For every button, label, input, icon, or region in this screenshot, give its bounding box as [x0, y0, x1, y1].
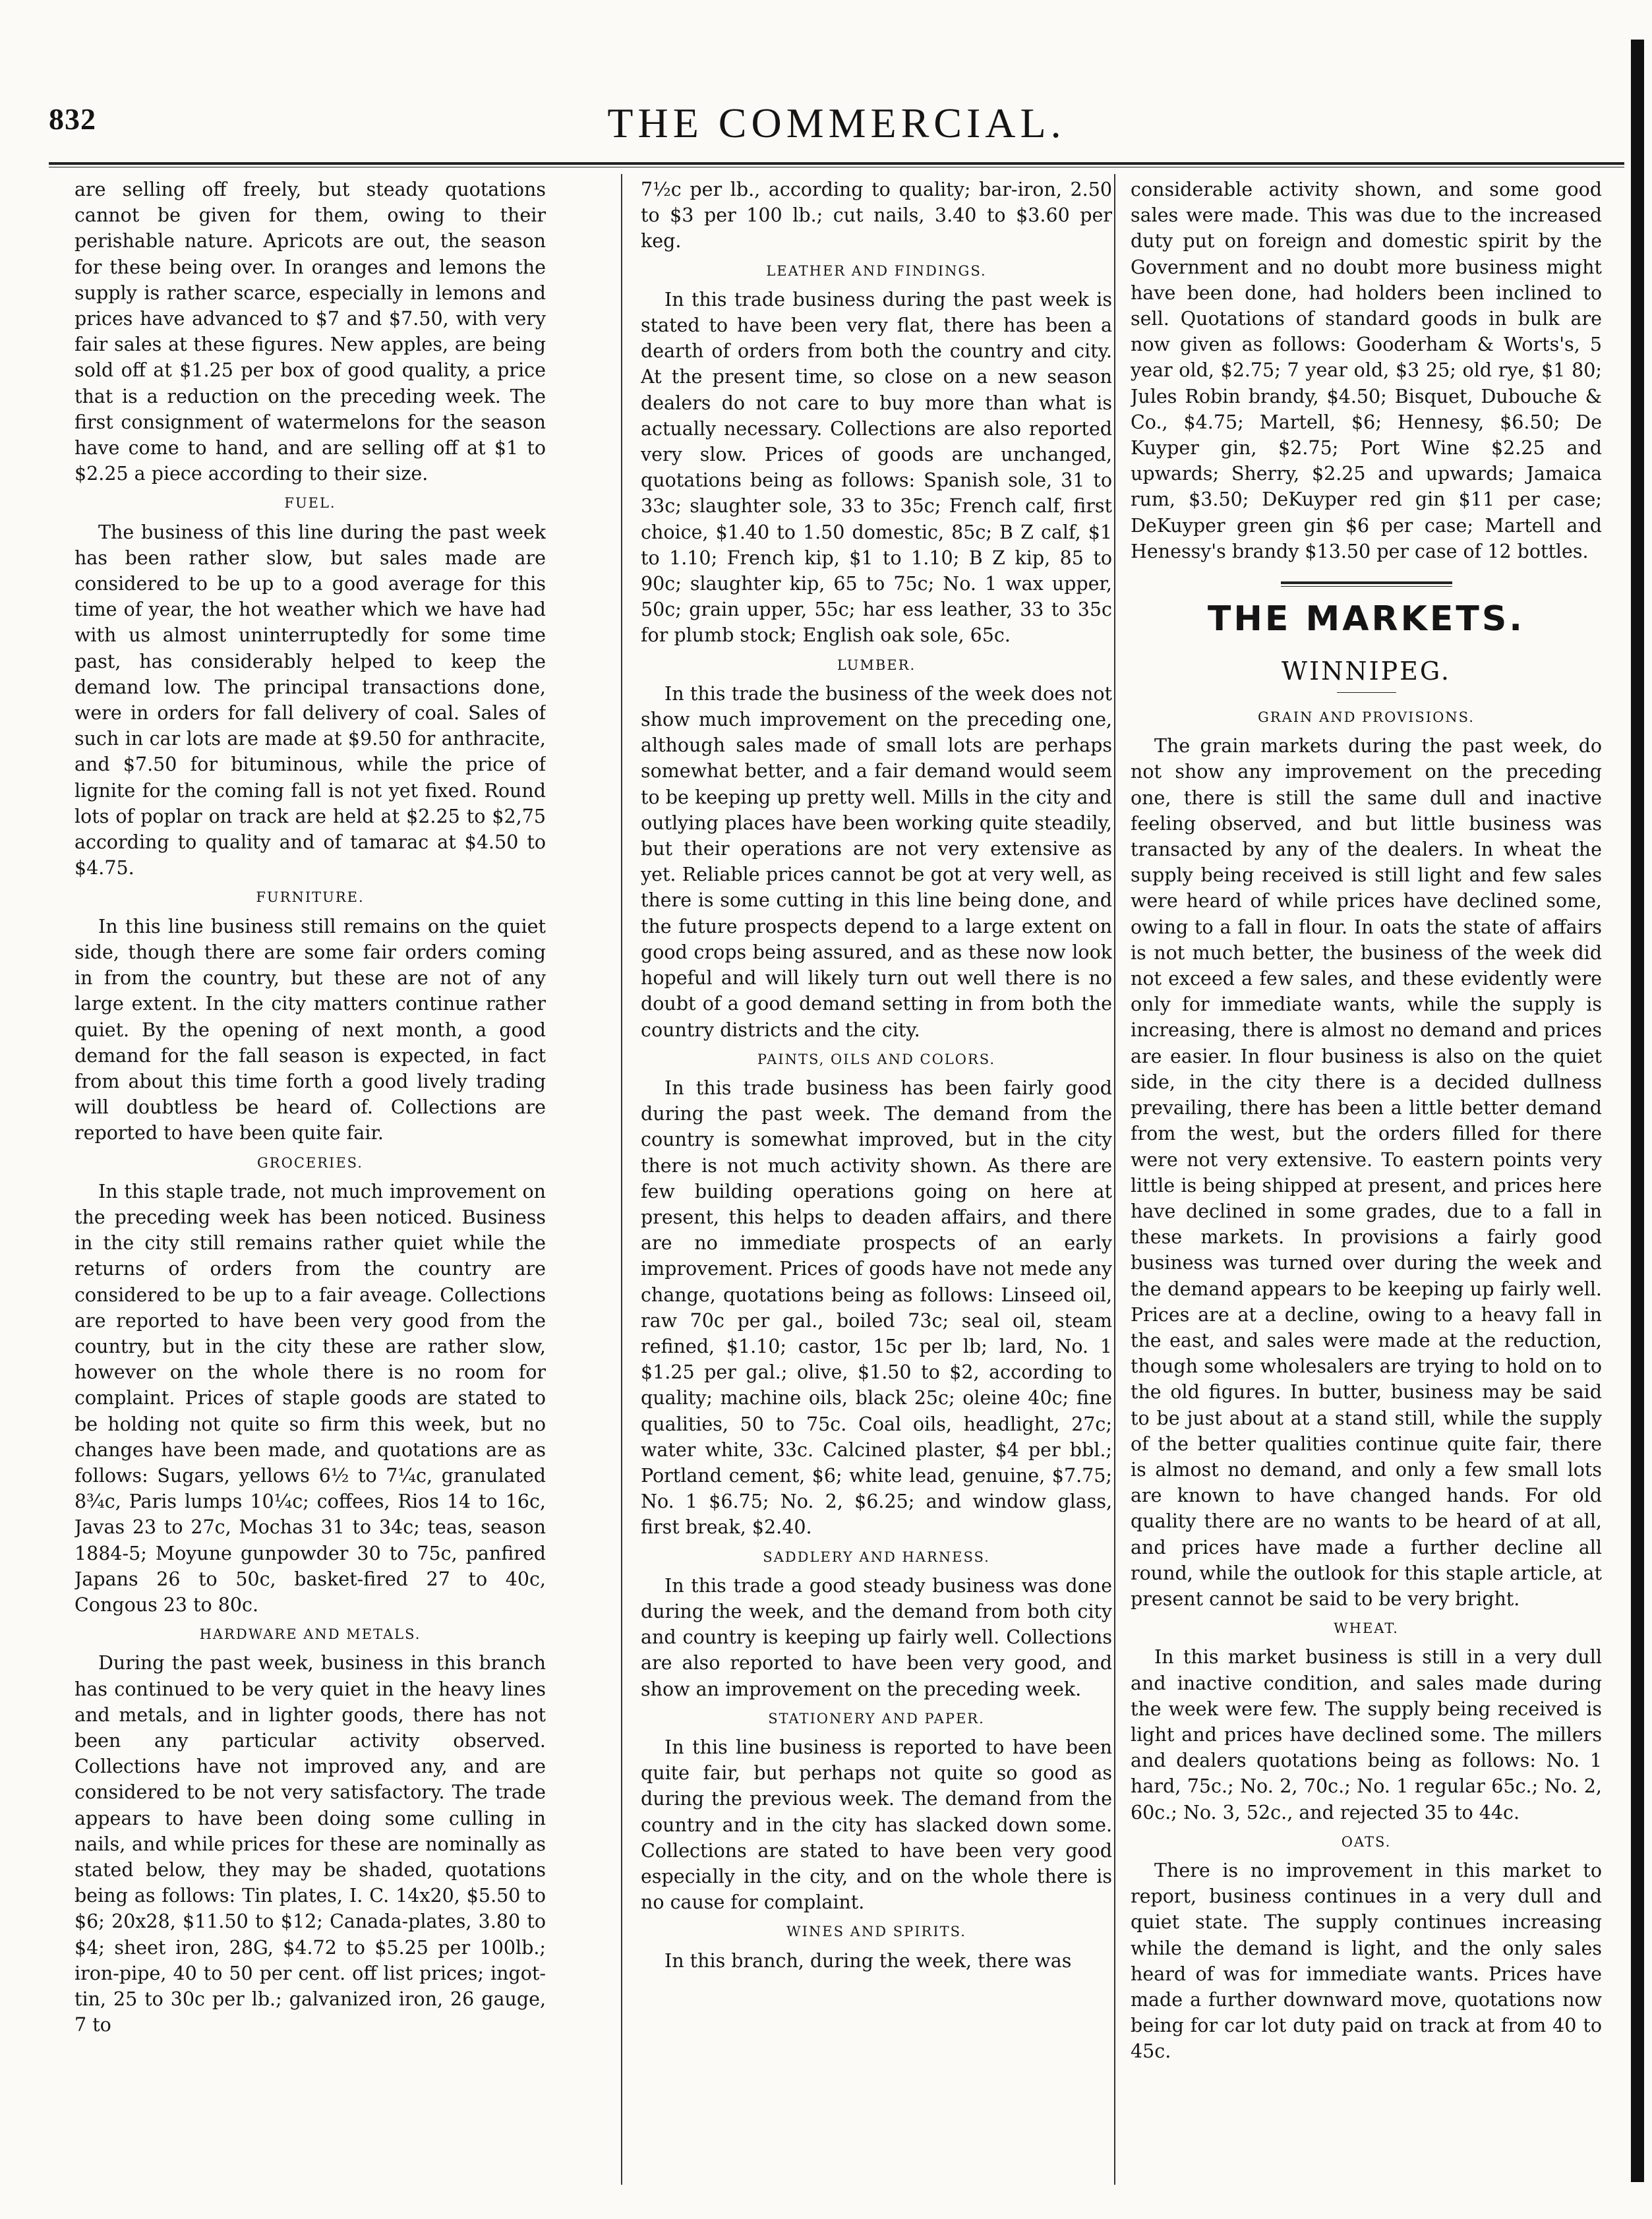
- article-paragraph: In this staple trade, not much improvement on the preceding week has been noticed. Business in the city still remains rather quiet while the returns of orders from the country are considered to be up to a fair aveage. Collections are reported to have been very good from the country, but in the city these are rather slow, however on the whole there is no room for complaint. Prices of staple goods are stated to be holding not quite so firm this week, but no changes have been made, and quotations are as follows: Sugars, yellows 6½ to 7¼c, granulated 8¾c, Paris lumps 10¼c; coffees, Rios 14 to 16c, Javas 23 to 27c, Mochas 31 to 34c; teas, season 1884-5; Moyune gunpowder 30 to 75c, panfired Japans 26 to 50c, basket-fired 27 to 40c, Congous 23 to 80c.: [74, 1180, 546, 1616]
- article-paragraph: considerable activity shown, and some good sales were made. This was due to the increased duty put on foreign and domestic spirit by the Government and no doubt more business might have been done, had holders been inclined to sell. Quotations of standard goods in bulk are now given as follows: Gooderham & Worts's, 5 year old, $2.75; 7 year old, $3 25; old rye, $1 80; Jules Robin brandy, $4.50; Bisquet, Dubouche & Co., $4.75; Martell, $6; Hennesy, $6.50; De Kuyper gin, $2.75; Port Wine $2.25 and upwards; Sherry, $2.25 and upwards; Jamaica rum, $3.50; DeKuyper red gin $11 per case; DeKuyper green gin $6 per case; Martell and Henessy's brandy $13.50 per case of 12 bottles.: [1131, 179, 1602, 562]
- section-heading-stationery: STATIONERY AND PAPER.: [768, 1710, 985, 1727]
- section-heading-groceries: GROCERIES.: [257, 1154, 363, 1171]
- article-paragraph: 7½c per lb., according to quality; bar-iron, 2.50 to $3 per 100 lb.; cut nails, 3.40 to $3.60 per keg.: [641, 179, 1112, 252]
- article-paragraph: In this trade the business of the week does not show much improvement on the preceding one, although sales made of small lots are perhaps somewhat better, and a fair demand would seem to be keeping up pretty well. Mills in the city and outlying places have been working quite steadily, but their operations are not very extensive as yet. Reliable prices cannot be got at very well, as there is some cutting in this line being done, and the future prospects depend to a large extent on good crops being assured, and as these now look hopeful and will likely turn out well there is no doubt of a good demand setting in from both the country districts and the city.: [641, 682, 1112, 1041]
- section-heading-oats: OATS.: [1341, 1833, 1392, 1850]
- city-heading: WINNIPEG.: [1282, 657, 1451, 686]
- city-rule: [1337, 692, 1396, 693]
- page-edge-shadow: [1631, 40, 1644, 2182]
- article-paragraph: In this line business is reported to have been quite fair, but perhaps not quite so good as during the previous week. The demand from the country and in the city has slacked down some. Collections are stated to have been very good especially in the city, and on the whole there is no cause for complaint.: [641, 1736, 1112, 1914]
- markets-heading: THE MARKETS.: [1207, 599, 1525, 639]
- section-heading-wines: WINES AND SPIRITS.: [786, 1924, 966, 1940]
- article-paragraph: During the past week, business in this branch has continued to be very quiet in the heavy lines and metals, and in lighter goods, there has not been any particular activity observed. Collections have not improved any, and are considered to be not very satisfactory. The trade appears to have been doing some culling in nails, and while prices for these are nominally as stated below, they may be shaded, quotations being as follows: Tin plates, I. C. 14x20, $5.50 to $6; 20x28, $11.50 to $12; Canada-plates, 3.80 to $4; sheet iron, 28G, $4.72 to $5.25 per 100lb.; iron-pipe, 40 to 50 per cent. off list prices; ingot-tin, 25 to 30c per lb.; galvanized iron, 26 gauge, 7 to: [74, 1652, 546, 2036]
- section-heading-fuel: FUEL.: [284, 495, 336, 512]
- section-heading-wheat: WHEAT.: [1334, 1620, 1399, 1637]
- article-paragraph: In this market business is still in a very dull and inactive condition, and sales made during the week were few. The supply being received is light and prices have declined some. The millers and dealers quotations being as follows: No. 1 hard, 75c.; No. 2, 70c.; No. 1 regular 65c.; No. 2, 60c.; No. 3, 52c., and rejected 35 to 44c.: [1131, 1646, 1602, 1823]
- section-heading-lumber: LUMBER.: [837, 657, 916, 673]
- article-paragraph: In this line business still remains on the quiet side, though there are some fair orders coming in from the country, but these are not of any large extent. In the city matters continue rather quiet. By the opening of next month, a good demand for the fall season is expected, in fact from about this time forth a good lively trading will doubtless be heard of. Collections are reported to have been quite fair.: [74, 915, 546, 1144]
- header-rule: [49, 162, 1624, 167]
- article-paragraph: In this trade a good steady business was done during the week, and the demand from both city and country is keeping up fairly well. Collections are also reported to have been very good, and show an improvement on the preceding week.: [641, 1574, 1112, 1700]
- section-heading-grain: GRAIN AND PROVISIONS.: [1258, 709, 1475, 726]
- masthead: [49, 99, 1624, 156]
- column-divider: [1114, 174, 1115, 2185]
- column-2: [641, 177, 1112, 2181]
- section-heading-hardware: HARDWARE AND METALS.: [199, 1626, 421, 1643]
- section-heading-saddlery: SADDLERY AND HARNESS.: [763, 1549, 990, 1565]
- article-paragraph: In this branch, during the week, there was: [664, 1949, 1072, 1972]
- markets-rule: [1281, 581, 1452, 587]
- column-divider: [621, 174, 622, 2185]
- column-1: [74, 177, 546, 2181]
- page-number: 832: [49, 102, 96, 136]
- newspaper-title: THE COMMERCIAL.: [607, 100, 1066, 146]
- section-heading-leather: LEATHER AND FINDINGS.: [766, 262, 987, 279]
- article-paragraph: The business of this line during the past week has been rather slow, but sales made are considered to be up to a good average for this time of year, the hot weather which we have had with us almost uninterruptedly for some time past, has considerably helped to keep the demand low. The principal transactions done, were in orders for fall delivery of coal. Sales of such in car lots are made at $9.50 for anthracite, and $7.50 for bituminous, while the price of lignite for the coming fall is not yet fixed. Round lots of poplar on track are held at $2.25 to $2,75 according to quality and of tamarac at $4.50 to $4.75.: [74, 521, 546, 879]
- article-paragraph: In this trade business during the past week is stated to have been very flat, there has been a dearth of orders from both the country and city. At the present time, so close on a new season dealers do not care to buy more than what is actually necessary. Collections are also reported very slow. Prices of goods are unchanged, quotations being as follows: Spanish sole, 31 to 33c; slaughter sole, 33 to 35c; French calf, first choice, $1.40 to 1.50 domestic, 85c; B Z calf, $1 to 1.10; French kip, $1 to 1.10; B Z kip, 85 to 90c; slaughter kip, 65 to 75c; No. 1 wax upper, 50c; grain upper, 55c; har ess leather, 33 to 35c for plumb stock; English oak sole, 65c.: [641, 288, 1112, 647]
- section-heading-paints: PAINTS, OILS AND COLORS.: [757, 1051, 996, 1067]
- article-paragraph: In this trade business has been fairly good during the past week. The demand from the country is somewhat improved, but in the city there is not much activity shown. As there are few building operations going on here at present, this helps to deaden affairs, and there are no immediate prospects of an early improvement. Prices of goods have not mede any change, quotations being as follows: Linseed oil, raw 70c per gal., boiled 73c; seal oil, steam refined, $1.10; castor, 15c per lb; lard, No. 1 $1.25 per gal.; olive, $1.50 to $2, according to quality; machine oils, black 25c; oleine 40c; fine qualities, 50 to 75c. Coal oils, headlight, 27c; water white, 33c. Calcined plaster, $4 per bbl.; Portland cement, $6; white lead, genuine, $7.75; No. 1 $6.75; No. 2, $6.25; and window glass, first break, $2.40.: [641, 1077, 1112, 1539]
- section-heading-furniture: FURNITURE.: [256, 889, 365, 906]
- article-paragraph: are selling off freely, but steady quotations cannot be given for them, owing to their perishable nature. Apricots are out, the season for these being over. In oranges and lemons the supply is rather scarce, especially in lemons and prices have advanced to $7 and $7.50, with very fair sales at these figures. New apples, are being sold off at $1.25 per box of good quality, a price that is a reduction on the preceding week. The first consignment of watermelons for the season have come to hand, and are selling off at $1 to $2.25 a piece according to their size.: [74, 179, 546, 485]
- article-paragraph: The grain markets during the past week, do not show any improvement on the preceding one, there is still the same dull and inactive feeling observed, and but little business was transacted by any of the dealers. In wheat the supply being received is still light and few sales were heard of while prices have declined some, owing to a fall in flour. In oats the state of affairs is not much better, the business of the week did not exceed a few sales, and these evidently were only for immediate wants, while the supply is increasing, there is almost no demand and prices are easier. In flour business is also on the quiet side, in the city there is a decided dullness prevailing, there has been a little better demand from the west, but the orders filled for there were not very extensive. To eastern points very little is being shipped at present, and prices here have declined in some grades, due to a fall in these markets. In provisions a fairly good business was turned over during the week and the demand appears to be keeping up fairly well. Prices are at a decline, owing to a heavy fall in the east, and sales were made at the reduction, though some wholesalers are trying to hold on to the old figures. In butter, business may be said to be just about at a stand still, while the supply of the better qualities continue quite fair, there is almost no demand, and only a few small lots are known to have changed hands. For old quality there are no wants to be heard of at all, and prices have made a further decline all round, while the outlook for this staple article, at present cannot be said to be very bright.: [1131, 735, 1602, 1610]
- column-3: [1131, 177, 1602, 2181]
- article-paragraph: There is no improvement in this market to report, business continues in a very dull and quiet state. The supply continues increasing while the demand is light, and the only sales heard of was for immediate wants. Prices have made a further downward move, quotations now being for car lot duty paid on track at from 40 to 45c.: [1131, 1859, 1602, 2063]
